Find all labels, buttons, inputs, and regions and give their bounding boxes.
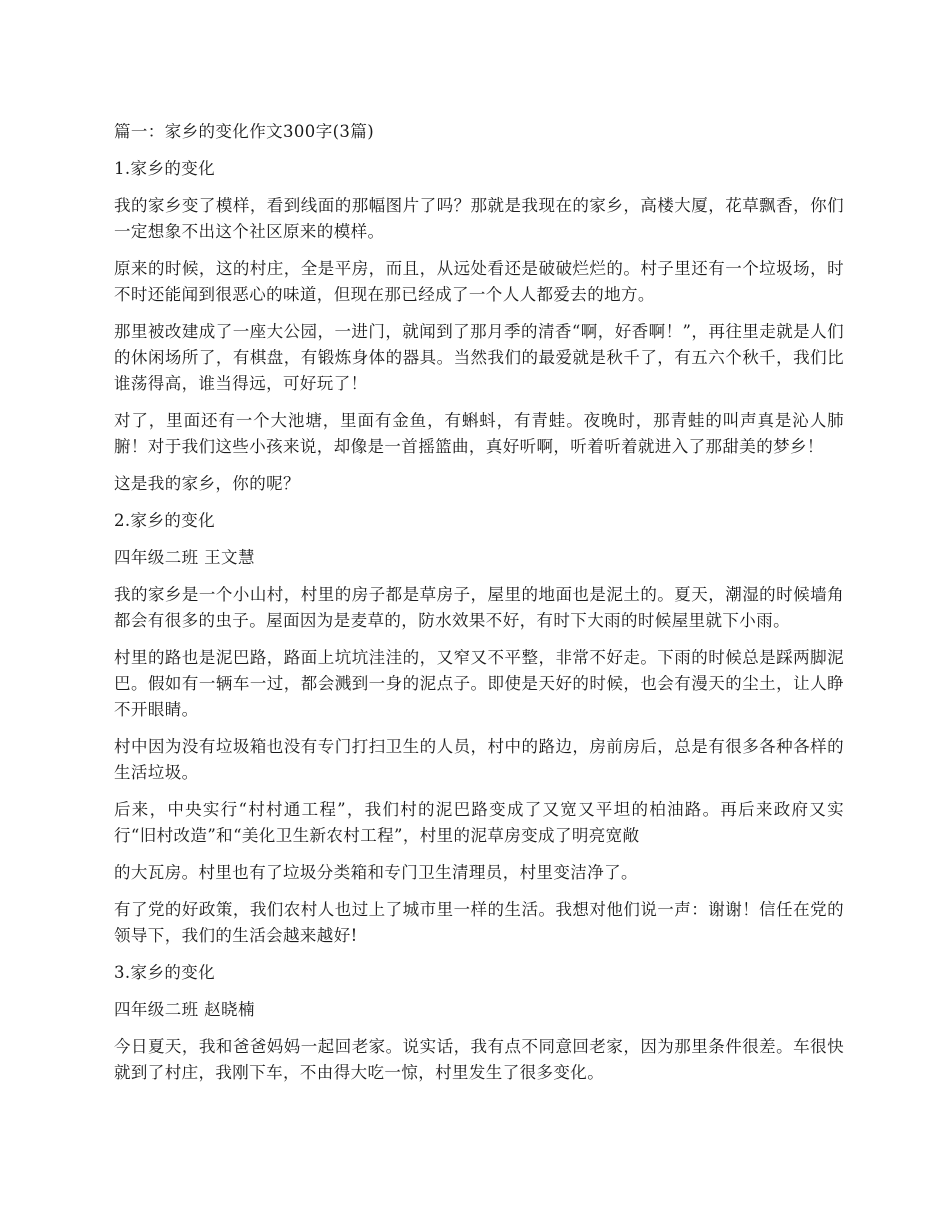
document-heading: 篇一：家乡的变化作文300字(3篇) xyxy=(114,122,375,141)
section-title-3: 3.家乡的变化 xyxy=(114,963,216,982)
paragraph: 今日夏天，我和爸爸妈妈一起回老家。说实话，我有点不同意回老家，因为那里条件很差。车很快就到了村庄，我刚下车，不由得大吃一惊，村里发生了很多变化。 xyxy=(114,1037,844,1082)
paragraph: 那里被改建成了一座大公园，一进门，就闻到了那月季的清香“啊，好香啊！”，再往里走就是人们的休闲场所了，有棋盘，有锻炼身体的器具。当然我们的最爱就是秋千了，有五六个秋千，我们比谁荡得高，谁当得远，可好玩了！ xyxy=(114,322,844,393)
section-title-2: 2.家乡的变化 xyxy=(114,511,216,530)
paragraph: 我的家乡变了模样，看到线面的那幅图片了吗？那就是我现在的家乡，高楼大厦，花草飘香，你们一定想象不出这个社区原来的模样。 xyxy=(114,196,844,241)
author-line: 四年级二班 王文慧 xyxy=(114,548,255,567)
paragraph: 这是我的家乡，你的呢？ xyxy=(114,474,300,493)
paragraph: 村中因为没有垃圾箱也没有专门打扫卫生的人员，村中的路边，房前房后，总是有很多各种各样的生活垃圾。 xyxy=(114,737,844,782)
paragraph: 我的家乡是一个小山村，村里的房子都是草房子，屋里的地面也是泥土的。夏天，潮湿的时候墙角都会有很多的虫子。屋面因为是麦草的，防水效果不好，有时下大雨的时候屋里就下小雨。 xyxy=(114,585,844,630)
section-title-1: 1.家乡的变化 xyxy=(114,159,216,178)
paragraph: 对了，里面还有一个大池塘，里面有金鱼，有蝌蚪，有青蛙。夜晚时，那青蛙的叫声真是沁人肺腑！对于我们这些小孩来说，却像是一首摇篮曲，真好听啊，听着听着就进入了那甜美的梦乡！ xyxy=(114,411,844,456)
paragraph: 村里的路也是泥巴路，路面上坑坑洼洼的，又窄又不平整，非常不好走。下雨的时候总是踩两脚泥巴。假如有一辆车一过，都会溅到一身的泥点子。即使是天好的时候，也会有漫天的尘土，让人睁不开眼睛。 xyxy=(114,648,844,719)
document-body xyxy=(114,119,844,1097)
author-line: 四年级二班 赵晓楠 xyxy=(114,1000,255,1019)
paragraph: 后来，中央实行“村村通工程”，我们村的泥巴路变成了又宽又平坦的柏油路。再后来政府又实行“旧村改造”和“美化卫生新农村工程”，村里的泥草房变成了明亮宽敞 xyxy=(114,800,844,845)
paragraph: 有了党的好政策，我们农村人也过上了城市里一样的生活。我想对他们说一声：谢谢！信任在党的领导下，我们的生活会越来越好! xyxy=(114,900,844,945)
paragraph: 的大瓦房。村里也有了垃圾分类箱和专门卫生清理员，村里变洁净了。 xyxy=(114,863,638,882)
paragraph: 原来的时候，这的村庄，全是平房，而且，从远处看还是破破烂烂的。村子里还有一个垃圾场，时不时还能闻到很恶心的味道，但现在那已经成了一个人人都爱去的地方。 xyxy=(114,259,844,304)
